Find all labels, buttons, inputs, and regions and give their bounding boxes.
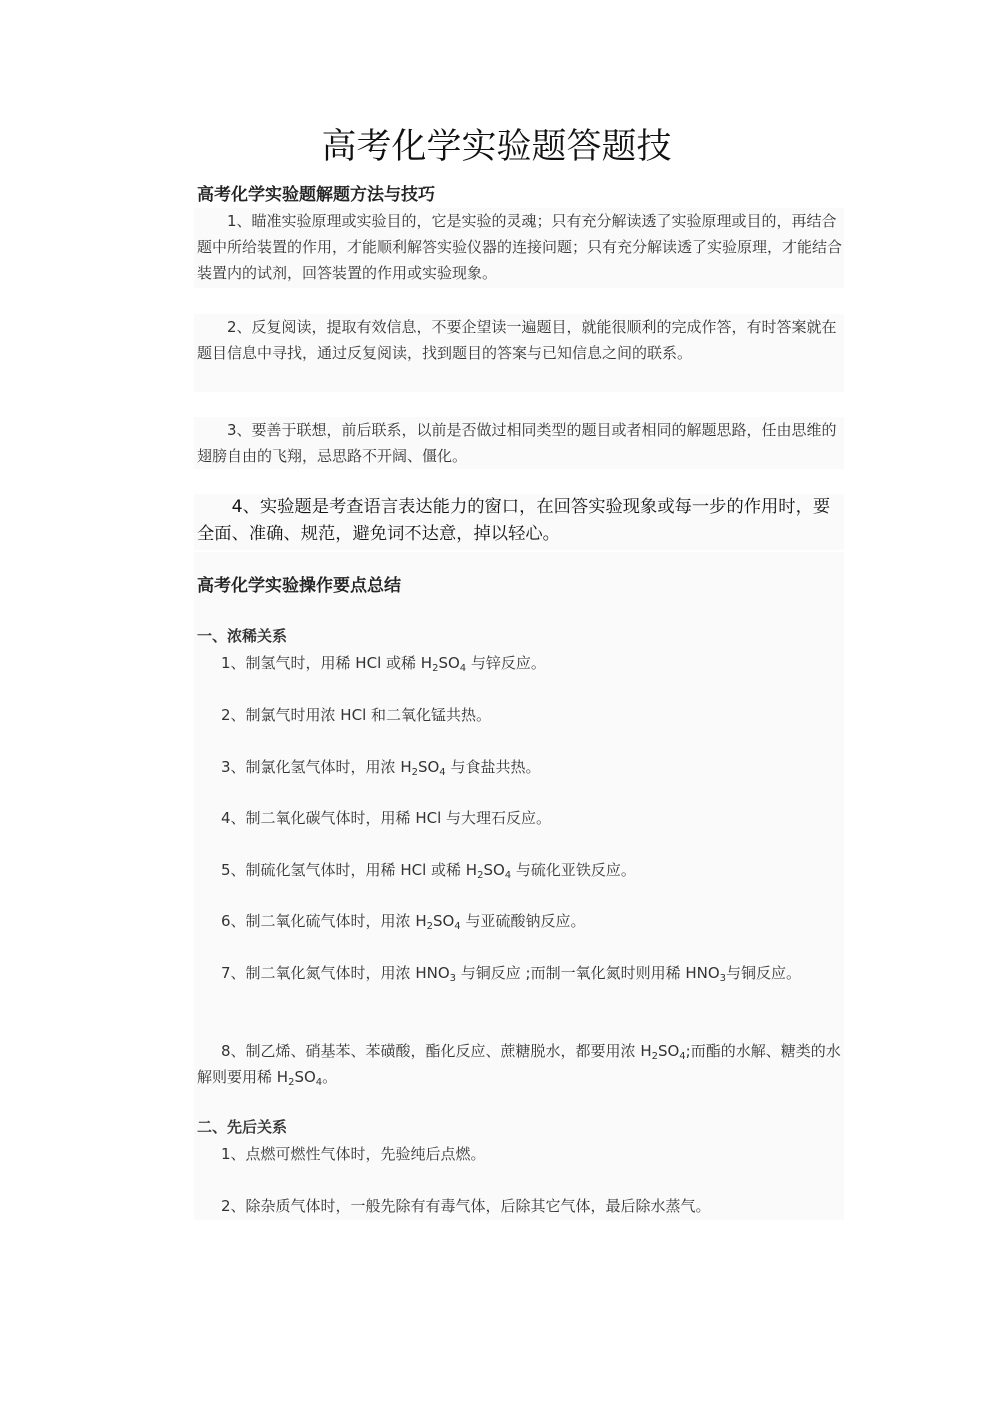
- tip-1: [194, 208, 844, 288]
- part1-item-3: 3、制氯化氢气体时，用浓 $H_2SO_4$ 与食盐共热。: [221, 758, 541, 778]
- part1-item-8: 8、制乙烯、硝基苯、苯磺酸，酯化反应、蔗糖脱水，都要用浓 $H_2SO_4$;而酯的水解、糖类的水解则要用稀 $H_2SO_4$。: [197, 1042, 841, 1088]
- part1-item-1: 1、制氢气时，用稀 HCl 或稀 $H_2SO_4$ 与锌反应。: [221, 654, 546, 674]
- tip-2: [194, 314, 844, 392]
- tip-2-text: 2、反复阅读，提取有效信息，不要企望读一遍题目，就能很顺利的完成作答，有时答案就在题目信息中寻找，通过反复阅读，找到题目的答案与已知信息之间的联系。: [197, 318, 837, 362]
- part1-item-7: 7、制二氧化氮气体时，用浓 $HNO_3$ 与铜反应 ;而制一氧化氮时则用稀 $HNO_3$与铜反应。: [221, 964, 802, 984]
- part1-item-6: 6、制二氧化硫气体时，用浓 $H_2SO_4$ 与亚硫酸钠反应。: [221, 912, 586, 932]
- section-heading: 高考化学实验题解题方法与技巧: [197, 185, 435, 205]
- part1-item-2: 2、制氯气时用浓 HCl 和二氧化锰共热。: [221, 706, 492, 724]
- tip-3-text: 3、要善于联想，前后联系，以前是否做过相同类型的题目或者相同的解题思路，任由思维的翅膀自由的飞翔，忌思路不开阔、僵化。: [197, 421, 837, 465]
- ops-heading: 高考化学实验操作要点总结: [197, 576, 401, 596]
- part1-item-4: 4、制二氧化碳气体时，用稀 HCl 与大理石反应。: [221, 809, 552, 827]
- tip-3: [194, 417, 844, 469]
- tip-1-text: 1、瞄准实验原理或实验目的，它是实验的灵魂；只有充分解读透了实验原理或目的，再结合题中所给装置的作用，才能顺利解答实验仪器的连接问题；只有充分解读透了实验原理，才能结合装置内的试剂，回答装置的作用或实验现象。: [197, 212, 843, 282]
- part1-heading: 一、浓稀关系: [197, 627, 288, 645]
- part1-item-5: 5、制硫化氢气体时，用稀 HCl 或稀 $H_2SO_4$ 与硫化亚铁反应。: [221, 861, 636, 881]
- tip-4-text: 4、实验题是考查语言表达能力的窗口，在回答实验现象或每一步的作用时，要全面、准确、规范，避免词不达意，掉以轻心。: [197, 497, 831, 544]
- document-title: 高考化学实验题答题技: [321, 127, 672, 167]
- tip-4: [194, 494, 844, 550]
- part2-item-2: 2、除杂质气体时，一般先除有有毒气体，后除其它气体，最后除水蒸气。: [221, 1197, 711, 1215]
- part2-heading: 二、先后关系: [197, 1118, 288, 1136]
- part2-item-1: 1、点燃可燃性气体时，先验纯后点燃。: [221, 1145, 486, 1163]
